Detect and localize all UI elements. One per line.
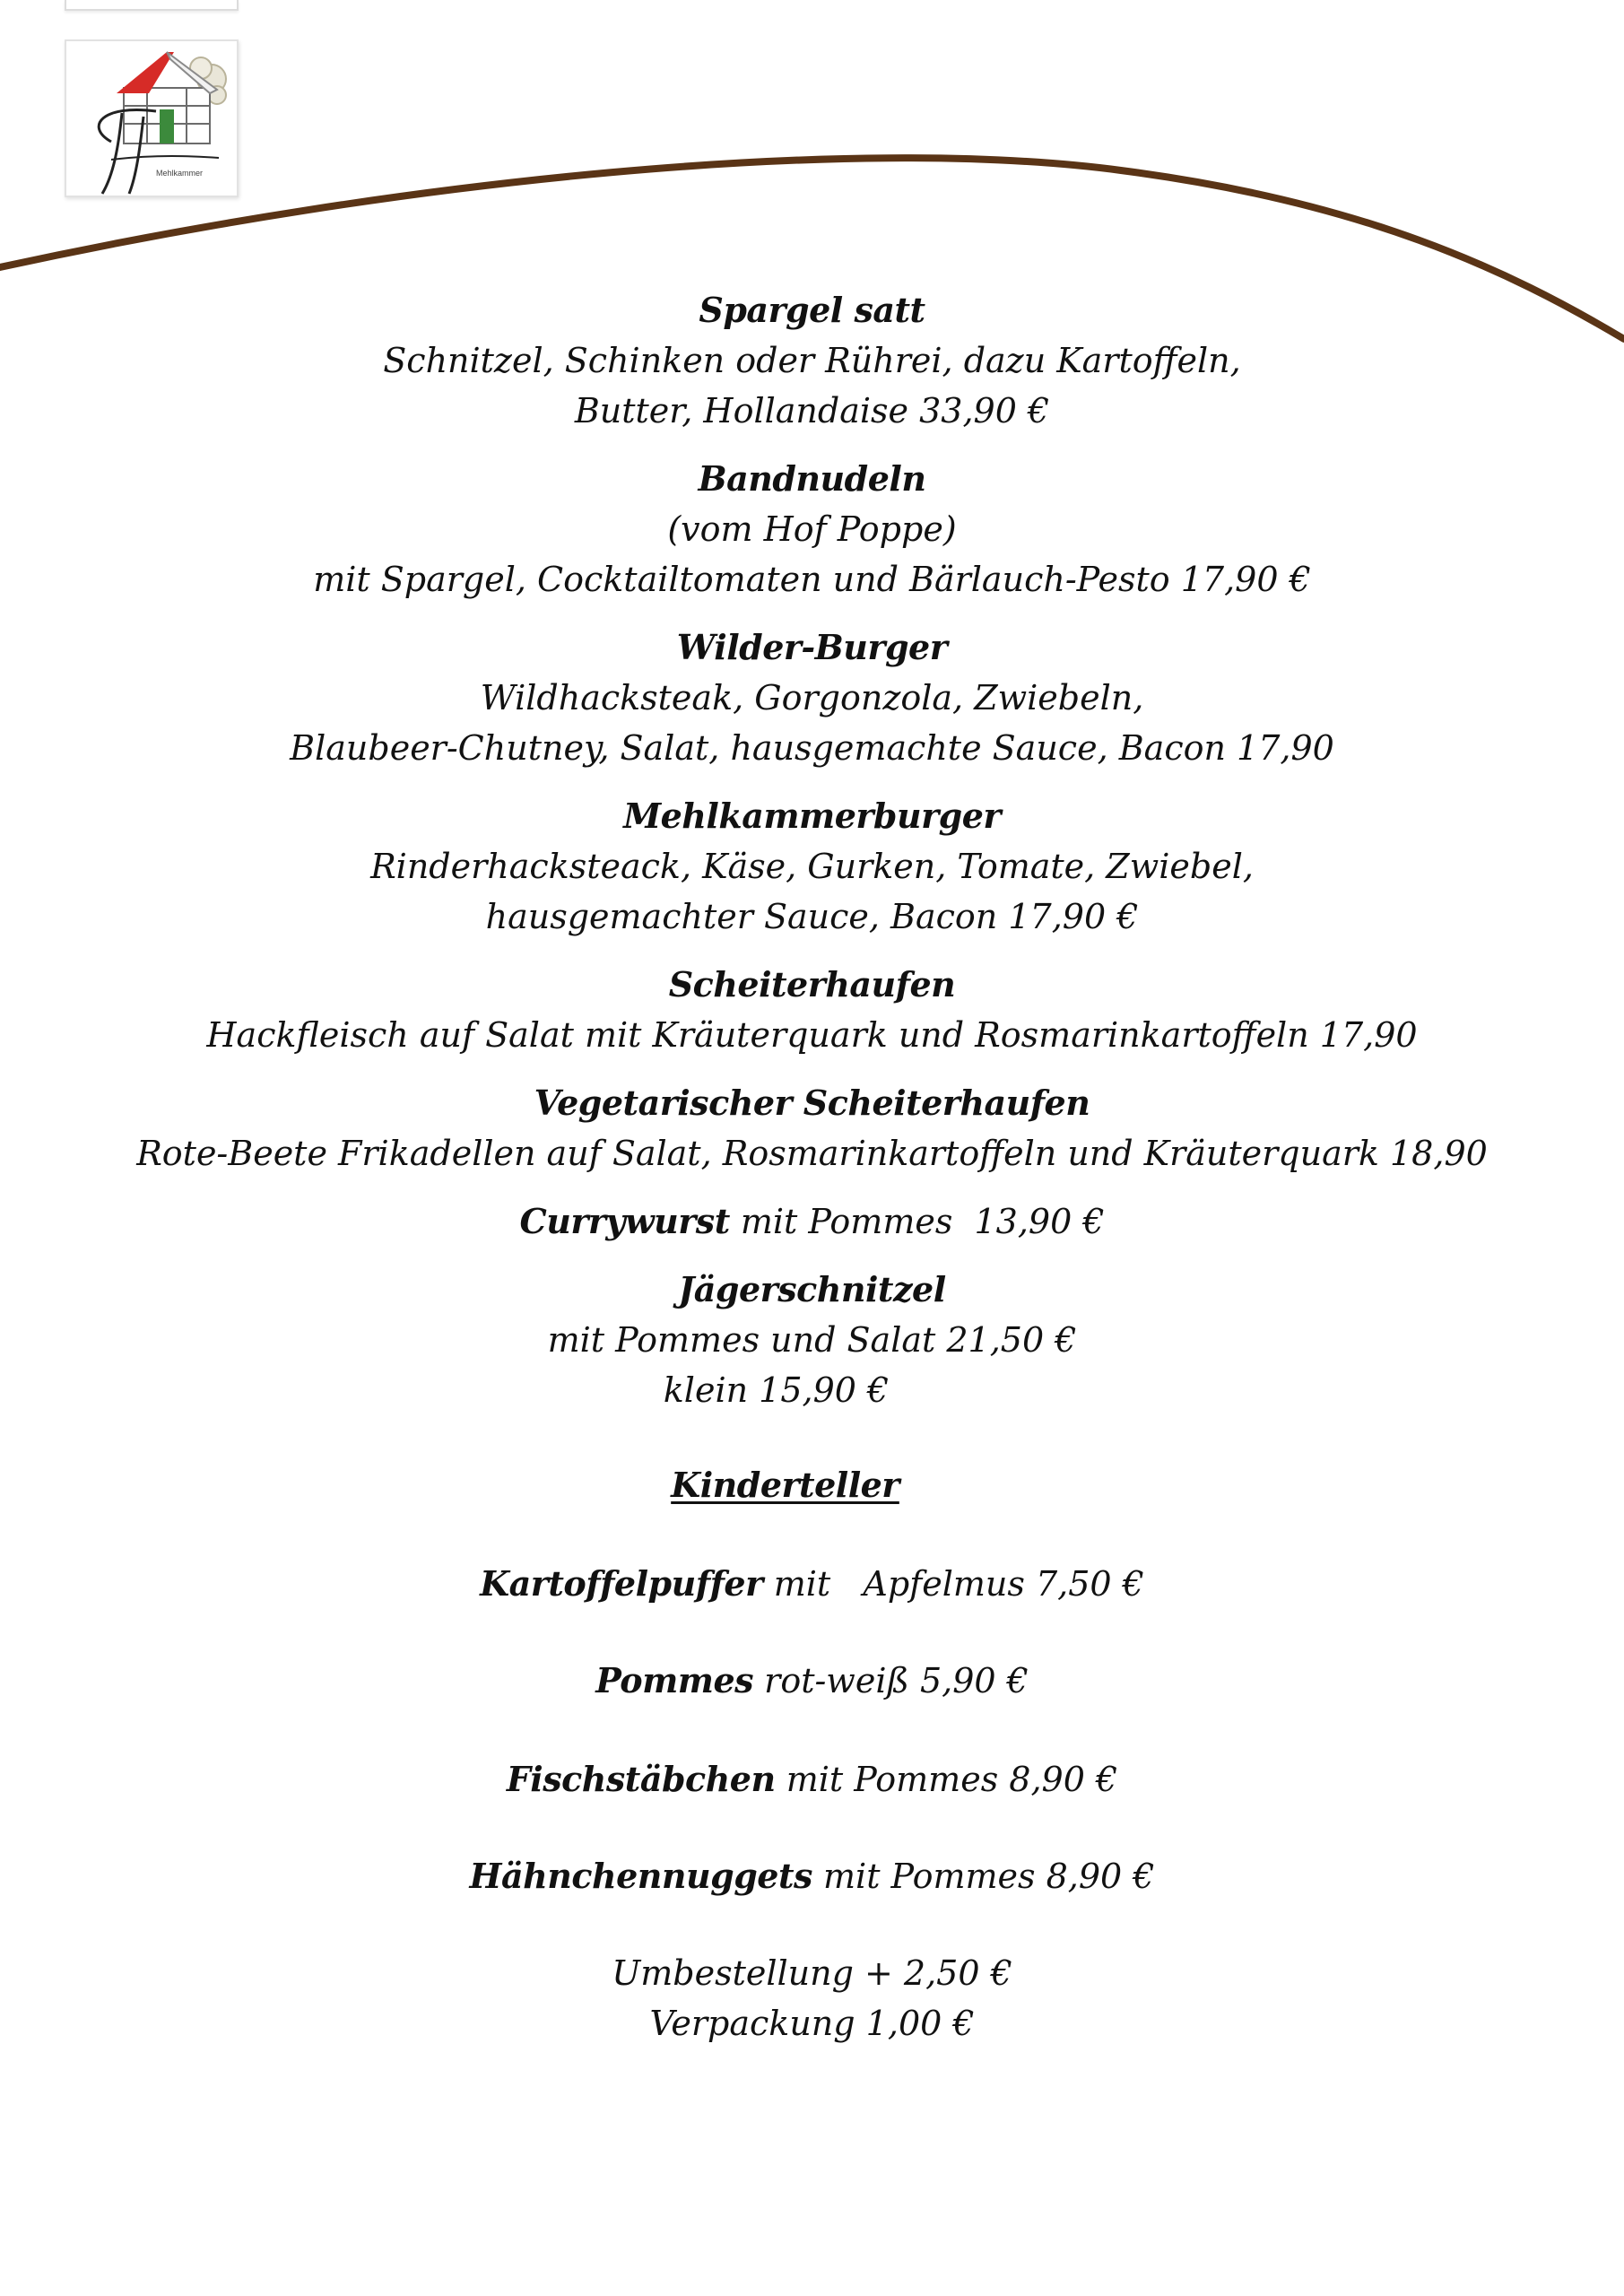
logo-caption: Mehlkammer bbox=[155, 169, 204, 178]
extra-verpackung: Verpackung 1,00 € bbox=[649, 2004, 975, 2043]
extras bbox=[0, 1948, 1624, 2048]
menu-item-name: Vegetarischer Scheiterhaufen bbox=[534, 1083, 1090, 1123]
menu-item-description: (vom Hof Poppe) bbox=[667, 509, 957, 549]
kids-item-name: Fischstäbchen bbox=[506, 1759, 776, 1799]
menu-item-price-line: Butter, Hollandaise 33,90 € bbox=[574, 391, 1050, 430]
kids-item-price-line: mit Apfelmus 7,50 € bbox=[762, 1564, 1144, 1604]
kids-item-price-line: mit Pommes 8,90 € bbox=[775, 1760, 1118, 1799]
menu-item-name: Scheiterhaufen bbox=[668, 964, 956, 1004]
menu-item-scheiterhaufen bbox=[0, 960, 1624, 1060]
menu-item-name: Spargel satt bbox=[699, 290, 925, 330]
kids-item bbox=[0, 1656, 1624, 1706]
menu-item-description: Wildhacksteak, Gorgonzola, Zwiebeln, bbox=[480, 678, 1144, 718]
menu-item-name: Mehlkammerburger bbox=[623, 796, 1001, 836]
kids-item bbox=[0, 1851, 1624, 1901]
menu-item-price-line: mit Pommes und Salat 21,50 € bbox=[547, 1320, 1077, 1360]
menu-item-bandnudeln bbox=[0, 454, 1624, 604]
menu-item-price-line: Hackfleisch auf Salat mit Kräuterquark und Rosmarinkartoffeln 17,90 bbox=[206, 1015, 1418, 1055]
menu-item-description: Rinderhacksteack, Käse, Gurken, Tomate, Zwiebel, bbox=[370, 847, 1254, 886]
menu-item-currywurst bbox=[0, 1196, 1624, 1247]
menu-item-name: Currywurst bbox=[519, 1201, 730, 1241]
menu-item-name: Wilder-Burger bbox=[676, 627, 948, 667]
menu-item-mehlkammerburger bbox=[0, 791, 1624, 942]
kids-item bbox=[0, 1754, 1624, 1805]
menu-item-wilder-burger bbox=[0, 622, 1624, 773]
kids-item-price-line: mit Pommes 8,90 € bbox=[812, 1857, 1155, 1896]
kids-item-name: Kartoffelpuffer bbox=[480, 1563, 763, 1604]
menu-item-price-line: Blaubeer-Chutney, Salat, hausgemachte Sauce, Bacon 17,90 bbox=[290, 728, 1334, 768]
menu-item-price-line: mit Spargel, Cocktailtomaten und Bärlauch-Pesto 17,90 € bbox=[313, 560, 1311, 599]
kids-item bbox=[0, 1559, 1624, 1609]
kids-section bbox=[0, 1460, 1624, 1510]
menu-item-name: Bandnudeln bbox=[698, 458, 926, 499]
menu-item-description: Schnitzel, Schinken oder Rührei, dazu Kartoffeln, bbox=[383, 341, 1241, 380]
extra-umbestellung: Umbestellung + 2,50 € bbox=[612, 1953, 1012, 1993]
menu-item-name: Jägerschnitzel bbox=[678, 1269, 946, 1309]
menu-item-price-line: Rote-Beete Frikadellen auf Salat, Rosmarinkartoffeln und Kräuterquark 18,90 bbox=[136, 1134, 1488, 1173]
menu-item-price-line-small: klein 15,90 € bbox=[663, 1370, 890, 1410]
menu-item-spargel bbox=[0, 285, 1624, 436]
menu-item-price-line: hausgemachter Sauce, Bacon 17,90 € bbox=[485, 897, 1139, 936]
menu-item-price-line: mit Pommes 13,90 € bbox=[729, 1202, 1105, 1241]
menu-item-jaegerschnitzel bbox=[0, 1265, 1624, 1415]
kids-item-name: Hähnchennuggets bbox=[469, 1856, 812, 1896]
section-title-kinderteller: Kinderteller bbox=[671, 1465, 899, 1505]
menu-item-vegetarischer-scheiterhaufen bbox=[0, 1078, 1624, 1178]
kids-item-price-line: rot-weiß 5,90 € bbox=[753, 1661, 1029, 1700]
menu-list bbox=[0, 285, 1624, 2048]
kids-item-name: Pommes bbox=[595, 1660, 754, 1700]
